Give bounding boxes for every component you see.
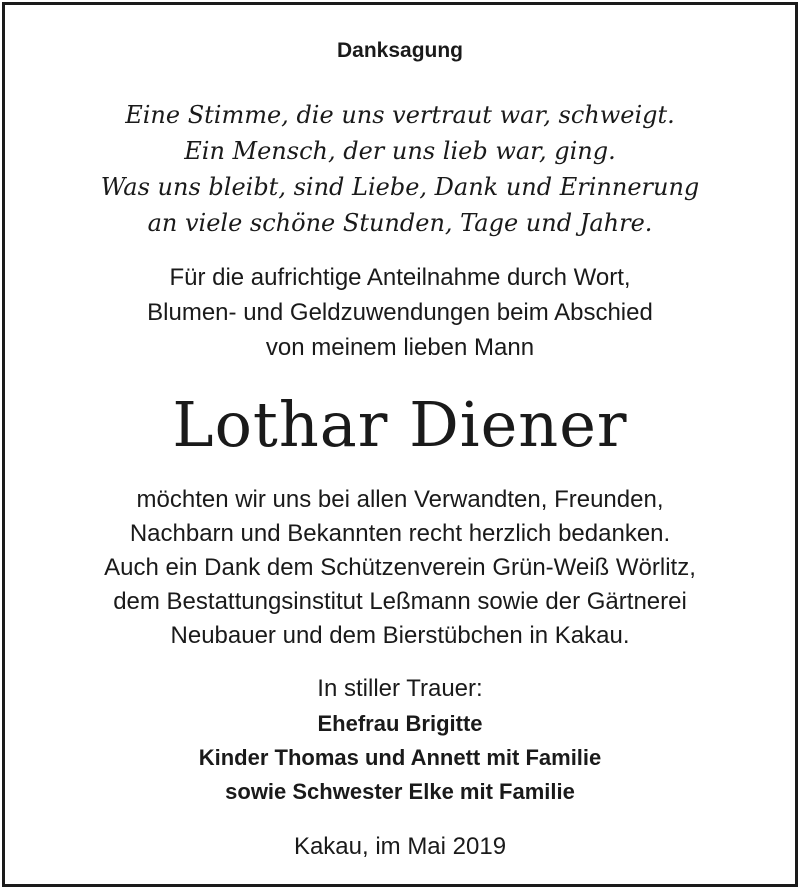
deceased-name: Lothar Diener bbox=[172, 388, 628, 461]
mourner-entry: Kinder Thomas und Annett mit Familie bbox=[198, 745, 602, 770]
poem-line: Eine Stimme, die uns vertraut war, schweigt. bbox=[125, 101, 675, 129]
thanks-line: Für die aufrichtige Anteilnahme durch Wort, bbox=[169, 264, 631, 291]
mourners-list bbox=[5, 707, 795, 809]
thanks-line: von meinem lieben Mann bbox=[265, 334, 535, 361]
memorial-poem bbox=[5, 97, 795, 241]
mourner-entry: Ehefrau Brigitte bbox=[317, 711, 483, 736]
thanks-intro bbox=[5, 260, 795, 365]
notice-heading: Danksagung bbox=[336, 39, 464, 62]
poem-line: Was uns bleibt, sind Liebe, Dank und Erinnerung bbox=[100, 173, 700, 201]
thanks-message bbox=[5, 483, 795, 653]
message-line: Nachbarn und Bekannten recht herzlich bedanken. bbox=[129, 520, 671, 547]
obituary-notice bbox=[2, 2, 798, 887]
message-line: Auch ein Dank dem Schützenverein Grün-Weiß Wörlitz, bbox=[104, 554, 696, 581]
poem-line: an viele schöne Stunden, Tage und Jahre. bbox=[147, 209, 653, 237]
thanks-line: Blumen- und Geldzuwendungen beim Abschied bbox=[147, 299, 653, 326]
place-and-date: Kakau, im Mai 2019 bbox=[293, 833, 507, 860]
message-line: Neubauer und dem Bierstübchen in Kakau. bbox=[170, 622, 630, 649]
message-line: dem Bestattungsinstitut Leßmann sowie der Gärtnerei bbox=[113, 588, 687, 615]
message-line: möchten wir uns bei allen Verwandten, Freunden, bbox=[136, 486, 664, 513]
mourners-intro: In stiller Trauer: bbox=[317, 675, 483, 702]
poem-line: Ein Mensch, der uns lieb war, ging. bbox=[184, 137, 616, 165]
mourner-entry: sowie Schwester Elke mit Familie bbox=[225, 779, 575, 804]
